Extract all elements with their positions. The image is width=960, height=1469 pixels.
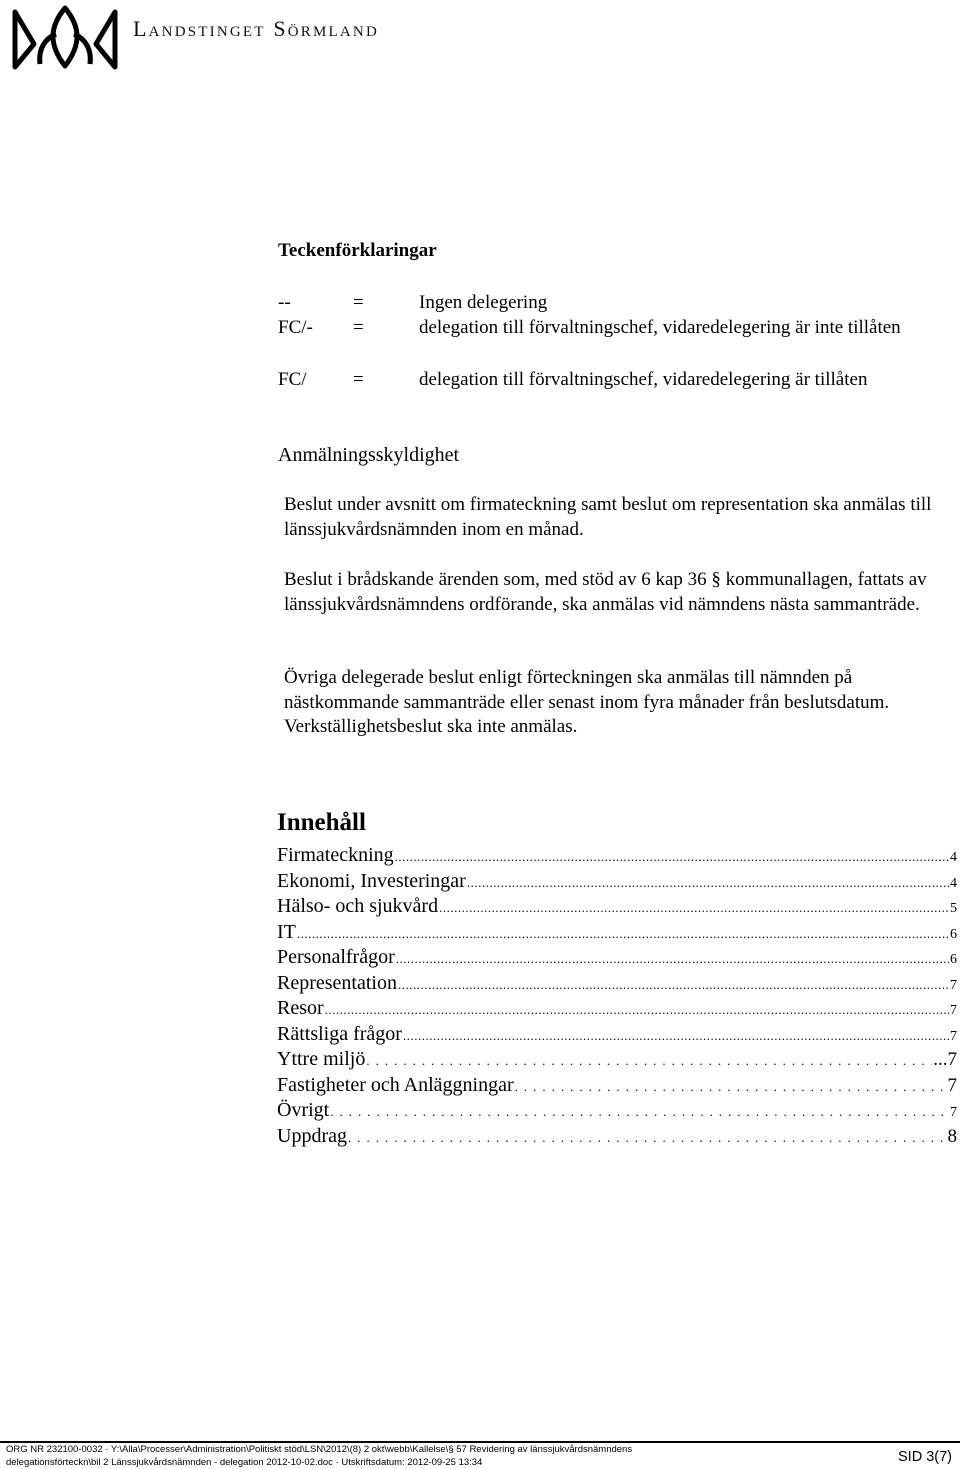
toc-entry-label: Hälso- och sjukvård (277, 895, 438, 918)
toc-leader-dots (348, 1130, 947, 1146)
organization-name: Landstinget Sörmland (133, 16, 379, 42)
legend-description: Ingen delegering (419, 290, 949, 315)
legend-description: delegation till förvaltningschef, vidaredelegering är tillåten (419, 367, 949, 392)
toc-page-number: 4 (950, 876, 957, 892)
toc-page-number: 8 (948, 1126, 958, 1148)
toc-leader-dots (515, 1079, 947, 1095)
reporting-paragraph: Beslut under avsnitt om firmateckning samt beslut om representation ska anmälas till länssjukvårdsnämnden inom en månad. (284, 493, 960, 542)
toc-entry-label: Representation (277, 972, 397, 995)
toc-leader-dots (467, 875, 949, 891)
toc-leader-dots (297, 926, 949, 942)
toc-page-number: 5 (950, 901, 957, 917)
toc-entry-ovrigt[interactable] (277, 1099, 957, 1125)
toc-entry-label: IT (277, 921, 296, 944)
toc-entry-rattsliga-fragor[interactable] (277, 1023, 957, 1049)
toc-entry-resor[interactable] (277, 997, 957, 1023)
toc-entry-label: Rättsliga frågor (277, 1023, 402, 1046)
toc-entry-ekonomi[interactable] (277, 870, 957, 896)
legend-equals: = (353, 315, 364, 340)
legend-symbol: FC/ (278, 367, 338, 392)
toc-entry-firmateckning[interactable] (277, 844, 957, 870)
toc-entry-it[interactable] (277, 921, 957, 947)
footer-line-2: delegationsförteckn\bil 2 Länssjukvårdsnämnden - delegation 2012-10-02.doc · Utskriftsdatum: 2012-09-25 13:34 (6, 1457, 766, 1469)
legend-equals: = (353, 290, 364, 315)
toc-entry-halso-och-sjukvard[interactable] (277, 895, 957, 921)
legend-symbol: -- (278, 290, 338, 315)
toc-leader-dots (366, 1053, 932, 1069)
toc-leader-dots (395, 849, 949, 865)
page-indicator: SID 3(7) (898, 1449, 952, 1465)
toc-leader-dots (439, 900, 949, 916)
toc-leader-dots (398, 977, 949, 993)
toc-page-number: 7 (950, 1003, 957, 1019)
toc-page-number: 6 (950, 927, 957, 943)
toc-entry-label: Resor (277, 997, 324, 1020)
reporting-paragraph: Beslut i brådskande ärenden som, med stöd av 6 kap 36 § kommunallagen, fattats av länssjukvårdsnämndens ordförande, ska anmälas vid nämndens nästa sammanträde. (284, 568, 960, 617)
footer-file-info (6, 1444, 766, 1469)
toc-entry-label: Personalfrågor (277, 946, 395, 969)
toc-entry-label: Firmateckning (277, 844, 394, 867)
legend-equals: = (353, 367, 364, 392)
toc-title: Innehåll (277, 809, 366, 837)
toc-page-number: 7 (950, 1105, 957, 1121)
toc-entry-label: Uppdrag (277, 1125, 347, 1148)
table-of-contents (277, 844, 957, 1150)
toc-entry-uppdrag[interactable] (277, 1125, 957, 1151)
legend-title: Teckenförklaringar (278, 240, 437, 262)
legend-description: delegation till förvaltningschef, vidaredelegering är inte tillåten (419, 315, 949, 340)
crown-emblem-icon (10, 4, 120, 70)
toc-entry-yttre-miljo[interactable] (277, 1048, 957, 1074)
footer-line-1: ORG NR 232100-0032 · Y:\Alla\Processer\Administration\Politiskt stöd\LSN\2012\(8) 2 okt\webb\Kallelse\§ 57 Revidering av länssjukvårdsnämndens (6, 1444, 766, 1457)
footer-divider (0, 1441, 960, 1443)
toc-page-number: 4 (950, 850, 957, 866)
toc-leader-dots (325, 1002, 949, 1018)
toc-page-number: 7 (950, 978, 957, 994)
toc-entry-label: Ekonomi, Investeringar (277, 870, 466, 893)
reporting-title: Anmälningsskyldighet (278, 444, 459, 467)
toc-entry-fastigheter[interactable] (277, 1074, 957, 1100)
toc-entry-label: Övrigt (277, 1099, 329, 1122)
legend-symbol: FC/- (278, 315, 338, 340)
toc-leader-dots (396, 951, 949, 967)
toc-leader-dots (330, 1104, 949, 1120)
toc-page-number: ...7 (933, 1049, 957, 1071)
toc-entry-label: Fastigheter och Anläggningar (277, 1074, 514, 1097)
toc-entry-representation[interactable] (277, 972, 957, 998)
toc-entry-label: Yttre miljö (277, 1048, 365, 1071)
toc-page-number: 7 (950, 1029, 957, 1045)
reporting-paragraph: Övriga delegerade beslut enligt förteckningen ska anmälas till nämnden på nästkommande sammanträde eller senast inom fyra månader från beslutsdatum. Verkställighetsbeslut ska inte anmälas. (284, 666, 960, 740)
toc-leader-dots (403, 1028, 949, 1044)
toc-page-number: 6 (950, 952, 957, 968)
toc-page-number: 7 (948, 1075, 958, 1097)
toc-entry-personalfragor[interactable] (277, 946, 957, 972)
